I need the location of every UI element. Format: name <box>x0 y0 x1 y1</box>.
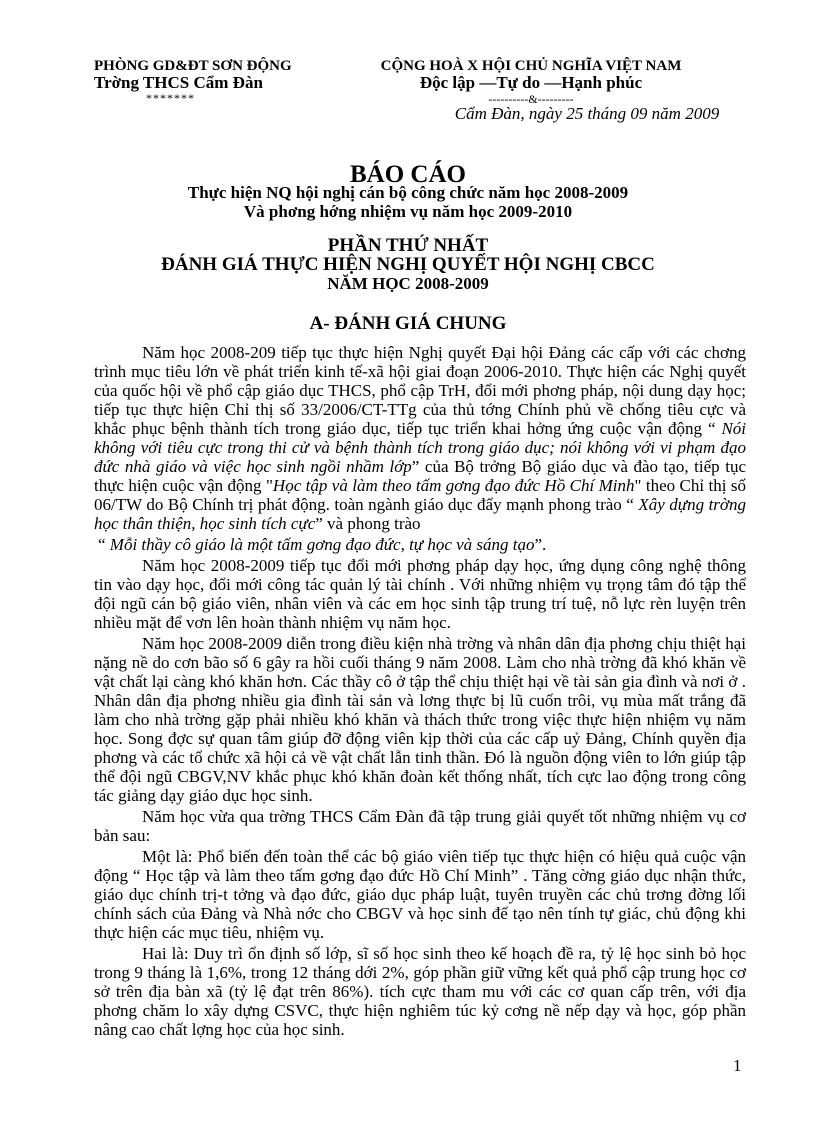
report-title: BÁO CÁO <box>350 161 466 188</box>
paragraph-2-close-quote: ”. <box>534 535 547 554</box>
paragraph-2-open-quote: “ <box>98 535 110 554</box>
motto-divider: ----------&--------- <box>488 92 574 106</box>
section-heading: A- ĐÁNH GIÁ CHUNG <box>309 313 507 334</box>
report-subtitle-2: Và phơng hớng nhiệm vụ năm học 2009-2010 <box>243 202 573 221</box>
campaign-quote-2: Học tập và làm theo tấm gơng đạo đức Hồ Chí Minh <box>272 476 635 495</box>
paragraph-2 <box>94 535 746 554</box>
issuer-header <box>94 58 324 104</box>
report-body <box>94 343 746 1041</box>
paragraph-3: Năm học 2008-2009 tiếp tục đổi mới phơng pháp dạy học, ứng dụng công nghệ thông tin vào dạy học, đổi mới công tác quản lý tài chính . Với những nhiệm vụ trọng tâm đó tập thể đội ngũ cán bộ giáo viên, nhân viên và các em học sinh tập trung trí tuệ, nỗ lực rèn luyện trên nhiều mặt để vơn lên hoàn thành nhiệm vụ năm học. <box>94 556 746 632</box>
report-subtitle-1: Thực hiện NQ hội nghị cán bộ công chức năm học 2008-2009 <box>187 183 629 202</box>
asterisk-divider: ******* <box>146 91 195 105</box>
paragraph-5: Năm học vừa qua trờng THCS Cẩm Đàn đã tập trung giải quyết tốt những nhiệm vụ cơ bản sau: <box>94 807 746 845</box>
paragraph-1-text-a: Năm học 2008-209 tiếp tục thực hiện Nghị quyết Đại hội Đảng các cấp với các chơng trình mục tiêu lớn về phát triển kinh tế-xã hội giai đoạn 2006-2010. Thực hiện các Nghị quyết của quốc hội về phổ cập giáo dục THCS, phổ cập TrH, đổi mới phơng pháp, nội dung dạy học; tiếp tục thực hiện Chỉ thị số 33/2006/CT-TTg của thủ tớng Chính phủ về chống tiêu cực và khắc phục bệnh thành tích trong giáo dục, tiếp tục triển khai hởng ứng cuộc vận động “ <box>94 343 746 438</box>
paragraph-4: Năm học 2008-2009 diễn trong điều kiện nhà trờng và nhân dân địa phơng chịu thiệt hại nặng nề do cơn bão số 6 gây ra hồi cuối tháng 9 năm 2008. Làm cho nhà trờng đã khó khăn về vật chất lại càng khó khăn hơn. Các thầy cô ở tập thể chịu thiệt hại về tài sản gia đình và nơi ở . Nhân dân địa phơng nhiều gia đình tài sản và lơng thực bị lũ cuốn trôi, vụ mùa mất trắng đã làm cho nhà trờng gặp phải nhiều khó khăn và thách thức trong việc thực hiện nhiệm vụ năm học. Song đợc sự quan tâm giúp đỡ động viên kịp thời của các cấp uỷ Đảng, Chính quyền địa phơng và các tổ chức xã hội cả về vật chất lẫn tinh thần. Đó là nguồn động viên to lớn giúp tập thể đội ngũ CBGV,NV khắc phục khó khăn đoàn kết thống nhất, tích cực lao động trong công tác giảng dạy giáo dục học sinh. <box>94 634 746 805</box>
paragraph-7: Hai là: Duy trì ổn định số lớp, sĩ số học sinh theo kế hoạch đề ra, tỷ lệ học sinh bỏ học trong 9 tháng là 1,6%, trong 12 tháng dới 2%, góp phần giữ vững kết quả phổ cập trung học cơ sở trên địa bàn xã (tỷ lệ đạt trên 86%). tích cực tham mu với các cơ quan cấp trên, với địa phơng chăm lo xây dựng CSVC, thực hiện nghiêm túc kỷ cơng nề nếp dạy và học, góp phần nâng cao chất lợng học của học sinh. <box>94 944 746 1039</box>
paragraph-1-text-e: " theo Chỉ thị số 06/TW do Bộ Chính trị phát động. toàn ngành giáo dục đẩy mạnh phong trào “ <box>94 476 746 514</box>
national-header <box>366 58 696 106</box>
paragraph-1 <box>94 343 746 533</box>
place-date-line: Cẩm Đàn, ngày 25 tháng 09 năm 2009 <box>454 104 720 123</box>
department-name: PHÒNG GD&ĐT SƠN ĐỘNG <box>94 58 292 74</box>
country-name: CỘNG HOÀ X HỘI CHỦ NGHĨA VIỆT NAM <box>380 58 682 74</box>
paragraph-6: Một là: Phổ biến đến toàn thể các bộ giáo viên tiếp tục thực hiện có hiệu quả cuộc vận động “ Học tập và làm theo tấm gơng đạo đức Hồ Chí Minh” . Tăng cờng giáo dục nhận thức, giáo dục chính trị-t tởng và đạo đức, giáo dục pháp luật, tuyên truyền các chủ trơng đờng lối chính sách của Đảng và Nhà nớc cho CBGV và học sinh để tạo nên tính tự giác, chủ động khi thực hiện các mục tiêu, nhiệm vụ. <box>94 847 746 942</box>
part-year: NĂM HỌC 2008-2009 <box>327 274 489 293</box>
page-number: 1 <box>733 1056 742 1075</box>
paragraph-1-text-g: ” và phong trào <box>315 514 421 533</box>
paragraph-1-text-c: ” của Bộ trởng Bộ giáo dục và đào tạo, tiếp tục thực hiện cuộc vận động " <box>94 457 746 495</box>
campaign-quote-1: Nói không với tiêu cực trong thi cử và bệnh thành tích trong giáo dục; nói không với vi phạm đạo đức nhà giáo và việc học sinh ngồi nhầm lớp <box>94 419 746 476</box>
school-name: Trờng THCS Cẩm Đàn <box>94 73 263 92</box>
part-heading: PHẦN THỨ NHẤT <box>327 235 489 256</box>
campaign-quote-4: Mỗi thầy cô giáo là một tấm gơng đạo đức, tự học và sáng tạo <box>109 535 535 554</box>
national-motto: Độc lập —Tự do —Hạnh phúc <box>419 73 643 92</box>
campaign-quote-3: Xây dựng trờng học thân thiện, học sinh tích cực <box>94 495 746 533</box>
part-subheading: ĐÁNH GIÁ THỰC HIỆN NGHỊ QUYẾT HỘI NGHỊ CBCC <box>161 254 655 275</box>
